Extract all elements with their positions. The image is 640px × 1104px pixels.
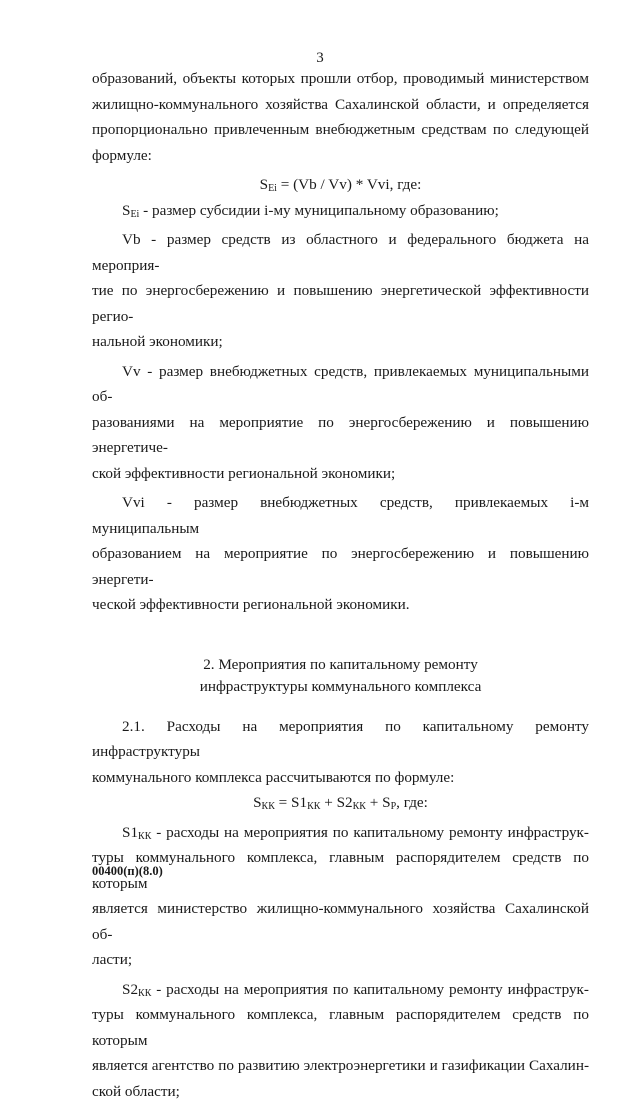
text-line: Vb - размер средств из областного и федерального бюджета на мероприя- <box>92 227 589 278</box>
text-line: ской эффективности региональной экономики; <box>92 461 589 487</box>
definition-vv <box>92 359 589 487</box>
section-heading-line: инфраструктуры коммунального комплекса <box>92 676 589 698</box>
text-line: ской области; <box>92 1079 589 1104</box>
section-heading-line: 2. Мероприятия по капитальному ремонту <box>92 654 589 676</box>
text-line: ческой эффективности региональной экономики. <box>92 592 589 618</box>
text-line: 2.1. Расходы на мероприятия по капитальному ремонту инфраструктуры <box>92 714 589 765</box>
text-line: туры коммунального комплекса, главным распорядителем средств по которым <box>92 1002 589 1053</box>
page-number: 3 <box>0 50 640 67</box>
formula-kk: $S_{КК} = S1_{КК} + S2_{КК} + S_Р$, где: <box>92 790 589 816</box>
text-line: Vv - размер внебюджетных средств, привлекаемых муниципальными об- <box>92 359 589 410</box>
text-line: образованием на мероприятие по энергосбережению и повышению энергети- <box>92 541 589 592</box>
definition-s2kk <box>92 977 589 1104</box>
text-line: образований, объекты которых прошли отбор, проводимый министерством <box>92 66 589 92</box>
text-line: является агентство по развитию электроэнергетики и газификации Сахалин- <box>92 1053 589 1079</box>
text-line: тие по энергосбережению и повышению энергетической эффективности регио- <box>92 278 589 329</box>
definition-s1kk <box>92 820 589 973</box>
definition-vvi <box>92 490 589 618</box>
formula-subsidy: $S_{Ei} = (Vb / Vv)$ * Vvi, где: <box>92 172 589 198</box>
intro-paragraph <box>92 66 589 168</box>
paragraph-2-1 <box>92 714 589 791</box>
text-line: является министерство жилищно-коммунального хозяйства Сахалинской об- <box>92 896 589 947</box>
text-line: разованиями на мероприятие по энергосбережению и повышению энергетиче- <box>92 410 589 461</box>
text-line: пропорционально привлеченным внебюджетным средствам по следующей <box>92 117 589 143</box>
text-line: $S2_{КК}$ - расходы на мероприятия по капитальному ремонту инфраструк- <box>92 977 589 1003</box>
text-line: ласти; <box>92 947 589 973</box>
text-line: $S1_{КК}$ - расходы на мероприятия по капитальному ремонту инфраструк- <box>92 820 589 846</box>
text-line: Vvi - размер внебюджетных средств, привлекаемых i-м муниципальным <box>92 490 589 541</box>
definition-sei: $S_{Ei}$ - размер субсидии i-му муниципальному образованию; <box>92 198 589 224</box>
text-line: нальной экономики; <box>92 329 589 355</box>
text-line: формуле: <box>92 143 589 169</box>
document-body <box>92 66 589 1104</box>
text-line: коммунального комплекса рассчитываются по формуле: <box>92 765 589 791</box>
footer-document-code: 00400(п)(8.0) <box>92 864 163 879</box>
definition-vb <box>92 227 589 355</box>
text-line: жилищно-коммунального хозяйства Сахалинской области, и определяется <box>92 92 589 118</box>
text-line: туры коммунального комплекса, главным распорядителем средств по которым <box>92 845 589 896</box>
section-heading <box>92 654 589 698</box>
